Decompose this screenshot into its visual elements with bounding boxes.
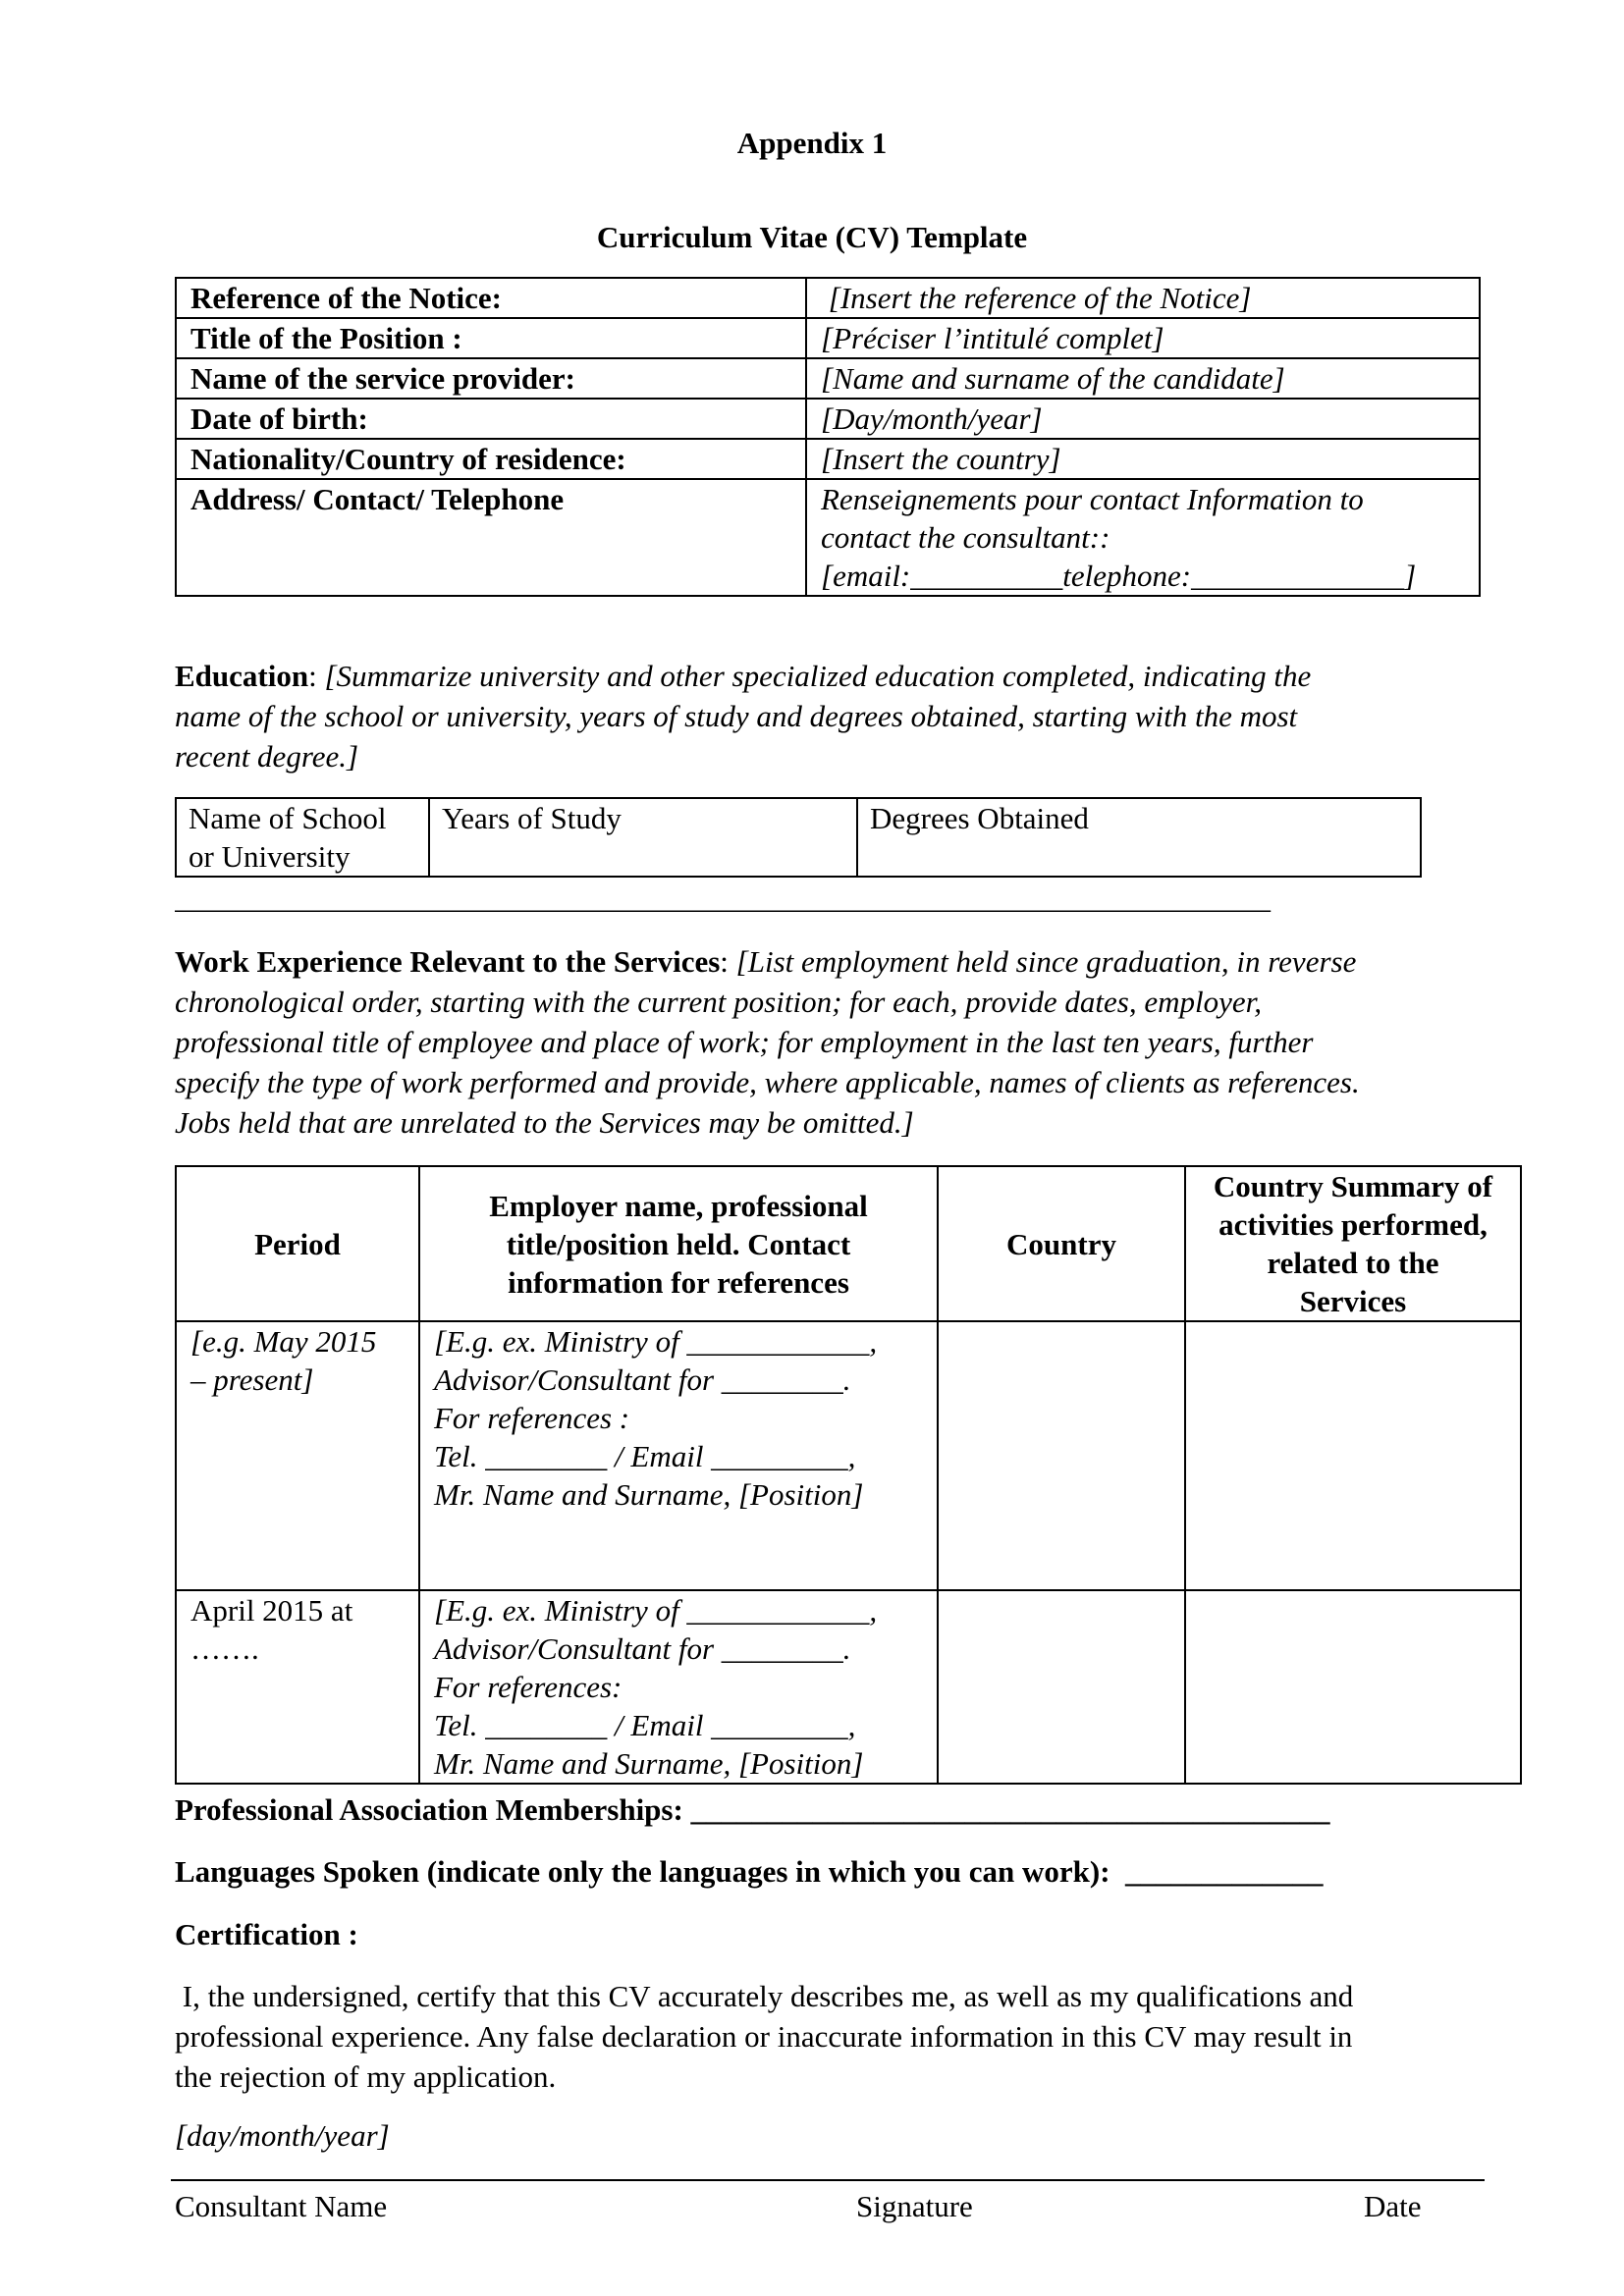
cell-line: – present] [190,1362,314,1397]
cell-line: [e.g. May 2015 [190,1324,377,1359]
nationality-value[interactable]: [Insert the country] [806,439,1480,479]
cell-line: [E.g. ex. Ministry of ____________, [434,1593,878,1628]
certification-label: Certification : [175,1917,358,1951]
country-cell[interactable] [938,1321,1185,1590]
period-cell[interactable] [176,1321,419,1590]
date-of-birth-label: Date of birth: [176,399,806,439]
certification-text [175,1977,1549,2096]
identity-table [175,277,1481,597]
cell-line: Mr. Name and Surname, [Position] [434,1746,864,1781]
cell-line: April 2015 at [190,1593,353,1628]
certification-text-line: the rejection of my application. [175,2059,557,2094]
education-text-line: [Summarize university and other specialized education completed, indicating the [324,659,1312,693]
work-experience-text-line: [List employment held since graduation, in reverse [735,944,1357,979]
table-row [176,1590,1521,1784]
header-summary [1185,1166,1521,1321]
education-table [175,797,1422,878]
header-employer [419,1166,938,1321]
header-line: title/position held. Contact [506,1226,851,1261]
work-experience-label: Work Experience Relevant to the Services [175,944,721,979]
education-col-years [429,798,857,877]
cell-line: Advisor/Consultant for ________. [434,1362,851,1397]
education-rule: ________________________________________________________________________ [175,881,1271,915]
education-col-degrees [857,798,1421,877]
date-of-birth-value[interactable]: [Day/month/year] [806,399,1480,439]
employer-cell[interactable] [419,1321,938,1590]
cv-template-title: Curriculum Vitae (CV) Template [596,220,1028,254]
work-experience-colon: : [720,944,736,979]
header-line: Country Summary of [1213,1169,1493,1203]
education-text-line: name of the school or university, years of study and degrees obtained, starting with the most [175,699,1298,733]
nationality-label: Nationality/Country of residence: [176,439,806,479]
header-line: information for references [508,1264,849,1300]
position-title-label: Title of the Position : [176,318,806,358]
work-experience-text-line: chronological order, starting with the current position; for each, provide dates, employer, [175,985,1262,1019]
table-row [176,1321,1521,1590]
appendix-heading: Appendix 1 [736,126,888,160]
table-row [176,278,1480,318]
address-label: Address/ Contact/ Telephone [176,479,806,596]
cell-line: For references: [434,1670,623,1704]
education-label: Education [175,659,309,693]
header-period [176,1166,419,1321]
table-row [176,399,1480,439]
education-paragraph [175,657,1481,775]
address-line: [email:__________telephone:______________] [821,559,1417,593]
table-row [176,358,1480,399]
header-line: activities performed, [1218,1207,1488,1242]
employer-cell[interactable] [419,1590,938,1784]
service-provider-value[interactable]: [Name and surname of the candidate] [806,358,1480,399]
consultant-name-label: Consultant Name [175,2189,388,2223]
cell-line: Tel. ________ / Email _________, [434,1708,856,1742]
cell-line: ……. [190,1631,259,1666]
header-line: Services [1299,1284,1407,1318]
address-line: contact the consultant:: [821,520,1110,555]
certification-date[interactable]: [day/month/year] [175,2118,390,2153]
table-row [176,798,1421,877]
table-row [176,439,1480,479]
period-cell[interactable] [176,1590,419,1784]
cell-line: For references : [434,1401,630,1435]
signature-line [171,2179,1485,2181]
column-header-line: or University [189,839,351,874]
table-header-row [176,1166,1521,1321]
work-experience-table [175,1165,1522,1785]
summary-cell[interactable] [1185,1321,1521,1590]
header-line: Country [1006,1226,1116,1261]
signature-label: Signature [856,2189,973,2223]
column-header-line: Degrees Obtained [870,801,1089,835]
position-title-value[interactable]: [Préciser l’intitulé complet] [806,318,1480,358]
cell-line: [E.g. ex. Ministry of ____________, [434,1324,878,1359]
education-text-line: recent degree.] [175,739,359,774]
work-experience-text-line: professional title of employee and place of work; for employment in the last ten years, further [175,1025,1314,1059]
cell-line: Mr. Name and Surname, [Position] [434,1477,864,1512]
country-cell[interactable] [938,1590,1185,1784]
certification-text-line: I, the undersigned, certify that this CV accurately describes me, as well as my qualifications and [175,1979,1354,2013]
education-colon: : [308,659,325,693]
service-provider-label: Name of the service provider: [176,358,806,399]
memberships-line[interactable]: Professional Association Memberships: __________________________________________ [175,1792,1330,1827]
work-experience-text-line: Jobs held that are unrelated to the Services may be omitted.] [175,1105,914,1140]
work-experience-paragraph [175,942,1530,1142]
header-country [938,1166,1185,1321]
reference-value[interactable]: [Insert the reference of the Notice] [806,278,1480,318]
summary-cell[interactable] [1185,1590,1521,1784]
education-col-school [176,798,429,877]
work-experience-text-line: specify the type of work performed and provide, where applicable, names of clients as references. [175,1065,1360,1099]
certification-text-line: professional experience. Any false declaration or inaccurate information in this CV may result in [175,2019,1353,2054]
header-line: Employer name, professional [489,1188,868,1223]
table-row [176,318,1480,358]
languages-line[interactable]: Languages Spoken (indicate only the languages in which you can work): _____________ [175,1854,1324,1889]
column-header-line: Name of School [189,801,387,835]
header-line: related to the [1267,1246,1439,1280]
header-line: Period [254,1226,341,1261]
cell-line: Tel. ________ / Email _________, [434,1439,856,1473]
address-line: Renseignements pour contact Information to [821,482,1364,516]
column-header-line: Years of Study [442,801,622,835]
cell-line: Advisor/Consultant for ________. [434,1631,851,1666]
date-label: Date [1364,2189,1422,2223]
reference-label: Reference of the Notice: [176,278,806,318]
address-value[interactable] [806,479,1480,596]
table-row [176,479,1480,596]
